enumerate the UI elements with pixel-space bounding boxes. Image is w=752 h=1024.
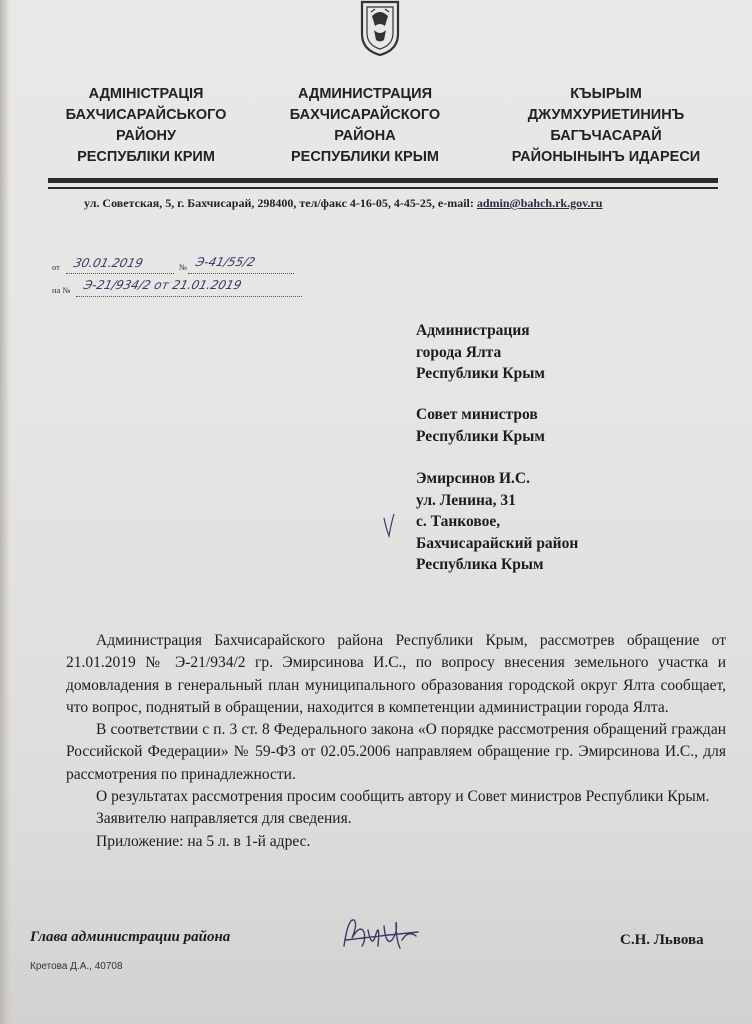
recipient-applicant	[416, 468, 578, 576]
from-date-handwritten: 30.01.2019	[72, 256, 145, 270]
header-russian	[273, 84, 457, 168]
header-russian-line: АДМИНИСТРАЦИЯ	[297, 86, 432, 102]
header-crimean-tatar-line: КЪЫРЫМ	[570, 86, 642, 102]
recipient-line: Республики Крым	[416, 365, 545, 382]
body-paragraph: Администрация Бахчисарайского района Республики Крым, рассмотрев обращение от 21.01.2019 № Э-21/934/2 гр. Эмирсинова И.С., по вопросу внесения земельного участка и домовладения в генеральный план муниципального образования городской округ Ялта сообщает, что вопрос, поднятый в обращении, находится в компетенции администрации города Ялта.	[66, 632, 726, 716]
header-ukrainian	[54, 84, 238, 168]
from-label: от	[52, 262, 60, 272]
executor-note: Кретова Д.А., 40708	[30, 961, 123, 972]
recipient-line: Совет министров	[416, 406, 538, 423]
number-label: №	[179, 262, 188, 272]
header-crimean-tatar-line: ДЖУМХУРИЕТИНИНЪ	[527, 107, 685, 123]
incoming-handwritten: Э-21/934/2 от 21.01.2019	[82, 278, 244, 292]
header-crimean-tatar-line: РАЙОНЫНЫНЪ ИДАРЕСИ	[511, 149, 701, 165]
number-line	[188, 272, 294, 274]
letter-body	[66, 630, 726, 853]
recipient-line: Администрация	[416, 322, 530, 339]
incoming-reference	[52, 285, 71, 295]
outgoing-reference	[52, 262, 60, 272]
number-handwritten: Э-41/55/2	[194, 255, 257, 269]
from-date-line	[66, 272, 174, 274]
recipient-line: ул. Ленина, 31	[416, 491, 516, 509]
organization-address	[84, 196, 602, 211]
recipient-line: с. Танковое,	[416, 513, 501, 530]
address-text: ул. Советская, 5, г. Бахчисарай, 298400, тел/факс 4-16-05, 4-45-25, e-mail:	[84, 196, 477, 210]
header-divider-thick	[48, 178, 718, 183]
recipient-line: города Ялта	[416, 343, 502, 361]
header-russian-line: РАЙОНА	[334, 128, 396, 144]
signatory-name: С.Н. Львова	[620, 932, 704, 948]
header-russian-line: БАХЧИСАРАЙСКОГО	[289, 107, 441, 123]
signatory-role: Глава администрации района	[30, 929, 231, 945]
page-shadow	[0, 0, 10, 1024]
body-paragraph: О результатах рассмотрения просим сообщить автору и Совет министров Республики Крым.	[96, 788, 710, 806]
header-divider-thin	[48, 187, 718, 189]
body-paragraph: Заявителю направляется для сведения.	[96, 810, 352, 828]
header-crimean-tatar	[494, 84, 718, 168]
recipient-line: Эмирсинов И.С.	[416, 470, 530, 487]
number-label-wrap	[179, 262, 187, 272]
header-ukrainian-line: РЕСПУБЛІКИ КРИМ	[77, 149, 215, 165]
coat-of-arms-icon	[358, 0, 402, 56]
handwritten-signature	[338, 910, 422, 954]
recipient-line: Бахчисарайский район	[416, 534, 579, 552]
header-ukrainian-line: РАЙОНУ	[115, 128, 177, 144]
checkmark-icon	[383, 512, 395, 538]
header-crimean-tatar-line: БАГЪЧАСАРАЙ	[550, 128, 662, 144]
on-line	[76, 295, 302, 297]
on-label: на №	[52, 285, 71, 295]
recipient-line: Республика Крым	[416, 556, 544, 573]
header-russian-line: РЕСПУБЛИКИ КРЫМ	[290, 149, 439, 165]
body-paragraph: В соответствии с п. 3 ст. 8 Федерального закона «О порядке рассмотрения обращений граждан Российской Федерации» № 59-ФЗ от 02.05.2006 направляем обращение гр. Эмирсинова И.С., для рассмотрения по принадлежности.	[66, 721, 726, 783]
header-ukrainian-line: АДМІНІСТРАЦІЯ	[88, 86, 204, 102]
body-paragraph: Приложение: на 5 л. в 1-й адрес.	[96, 832, 311, 850]
recipient-council	[416, 404, 545, 447]
recipient-line: Республики Крым	[416, 427, 545, 445]
header-ukrainian-line: БАХЧИСАРАЙСЬКОГО	[65, 107, 227, 123]
email-link[interactable]: admin@bahch.rk.gov.ru	[476, 196, 603, 210]
recipient-yalta	[416, 320, 545, 385]
